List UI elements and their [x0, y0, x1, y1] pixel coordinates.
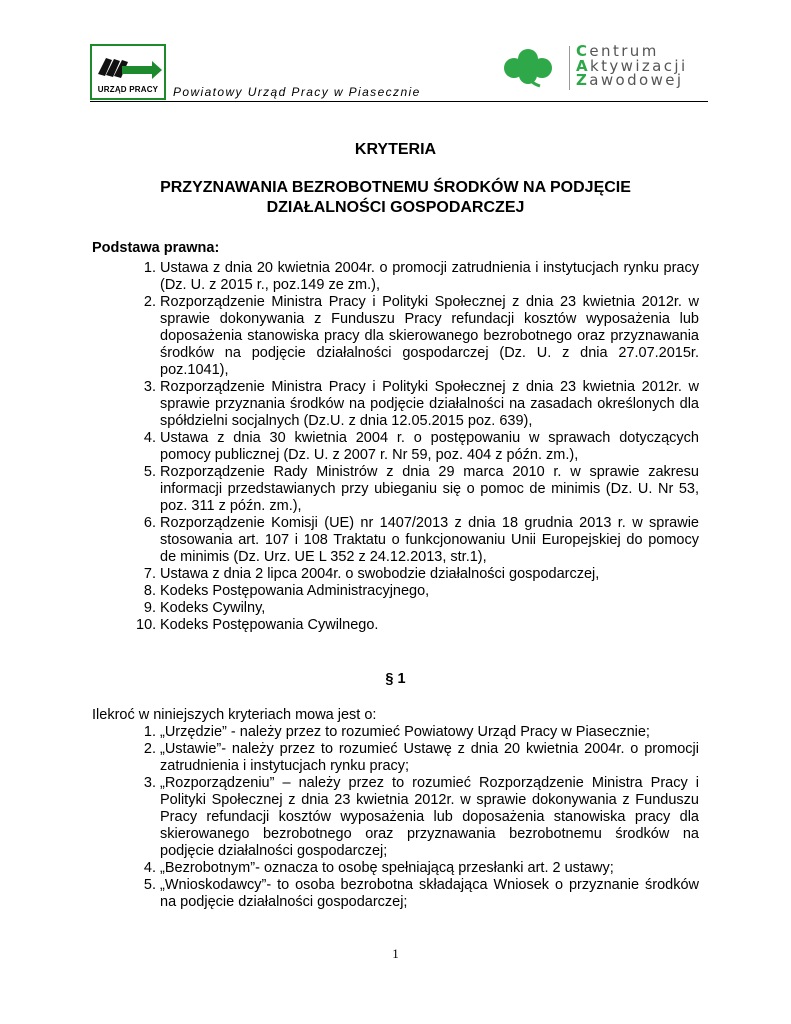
list-item: 8. Kodeks Postępowania Administracyjnego,	[143, 583, 430, 599]
section-heading: § 1	[385, 671, 406, 687]
section-intro: Ilekroć w niniejszych kryteriach mowa jest o:	[92, 707, 377, 723]
list-item: 2. Rozporządzenie Ministra Pracy i Polityki Społecznej z dnia 23 kwietnia 2012r. w sprawie dokonywania z Funduszu Pracy refundacji kosztów wyposażenia lub doposażenia stanowiska pracy dla skierowanego bezrobotnego oraz przyznawania środków na podjęcie działalności gospodarczej (Dz. U. z dnia 27.07.2015r. poz.1041),	[143, 294, 699, 378]
list-item: 9. Kodeks Cywilny,	[143, 600, 266, 616]
clover-icon	[500, 48, 564, 88]
list-item: 5. Rozporządzenie Rady Ministrów z dnia 29 marca 2010 r. w sprawie zakresu informacji przedstawianych przy ubieganiu się o pomoc de minimis (Dz. U. Nr 53, poz. 311 z późn. zm.),	[143, 464, 699, 514]
cak-line-1: Centrum	[576, 42, 659, 60]
office-name: Powiatowy Urząd Pracy w Piasecznie	[173, 85, 421, 99]
urzad-pracy-logo	[90, 44, 166, 100]
legal-basis-label: Podstawa prawna:	[92, 240, 220, 256]
legal-basis-list	[136, 260, 699, 634]
list-item: 7. Ustawa z dnia 2 lipca 2004r. o swobodzie działalności gospodarczej,	[143, 566, 600, 582]
document-title: KRYTERIA	[354, 141, 437, 158]
list-item: 4. Ustawa z dnia 30 kwietnia 2004 r. o postępowaniu w sprawach dotyczących pomocy publicznej (Dz. U. z 2007 r. Nr 59, poz. 404 z późn. zm.),	[143, 430, 699, 463]
cak-line-3: Zawodowej	[576, 71, 684, 89]
logo-left-text: URZĄD PRACY	[97, 85, 159, 94]
list-item: 6. Rozporządzenie Komisji (UE) nr 1407/2013 z dnia 18 grudnia 2013 r. w sprawie stosowania art. 107 i 108 Traktatu o funkcjonowaniu Unii Europejskiej do pomocy de minimis (Dz. Urz. UE L 352 z 24.12.2013, str.1),	[143, 515, 699, 565]
document-subtitle: PRZYZNAWANIA BEZROBOTNEMU ŚRODKÓW NA PODJĘCIE DZIAŁALNOŚCI GOSPODARCZEJ	[160, 179, 631, 216]
list-item: 2. „Ustawie”- należy przez to rozumieć Ustawę z dnia 20 kwietnia 2004r. o promocji zatrudnienia i instytucjach rynku pracy;	[143, 741, 699, 774]
logo-divider	[569, 46, 570, 90]
list-item: 3. Rozporządzenie Ministra Pracy i Polityki Społecznej z dnia 23 kwietnia 2012r. w sprawie przyznania środków na podjęcie działalności na zasadach określonych dla spółdzielni socjalnych (Dz.U. z dnia 12.05.2015 poz. 639),	[143, 379, 699, 429]
definitions-list	[143, 724, 699, 911]
header-divider	[90, 101, 708, 102]
list-item: 10. Kodeks Postępowania Cywilnego.	[136, 617, 379, 633]
cak-line-2: Aktywizacji	[576, 56, 688, 75]
cak-logo-text	[576, 44, 688, 88]
list-item: 4. „Bezrobotnym”- oznacza to osobę spełniającą przesłanki art. 2 ustawy;	[143, 860, 614, 876]
list-item: 1. Ustawa z dnia 20 kwietnia 2004r. o promocji zatrudnienia i instytucjach rynku pracy (Dz. U. z 2015 r., poz.149 ze zm.),	[143, 260, 699, 293]
list-item: 3. „Rozporządzeniu” – należy przez to rozumieć Rozporządzenie Ministra Pracy i Polityki Społecznej z dnia 23 kwietnia 2012r. w sprawie dokonywania z Funduszu Pracy refundacji kosztów wyposażenia lub doposażenia stanowiska pracy dla skierowanego bezrobotnego oraz przyznawania bezrobotnemu środków na podjęcie działalności gospodarczej;	[143, 775, 699, 859]
page-number: 1	[392, 946, 399, 961]
list-item: 1. „Urzędzie” - należy przez to rozumieć Powiatowy Urząd Pracy w Piasecznie;	[143, 724, 650, 740]
list-item: 5. „Wnioskodawcy”- to osoba bezrobotna składająca Wniosek o przyznanie środków na podjęcie działalności gospodarczej;	[143, 877, 699, 910]
